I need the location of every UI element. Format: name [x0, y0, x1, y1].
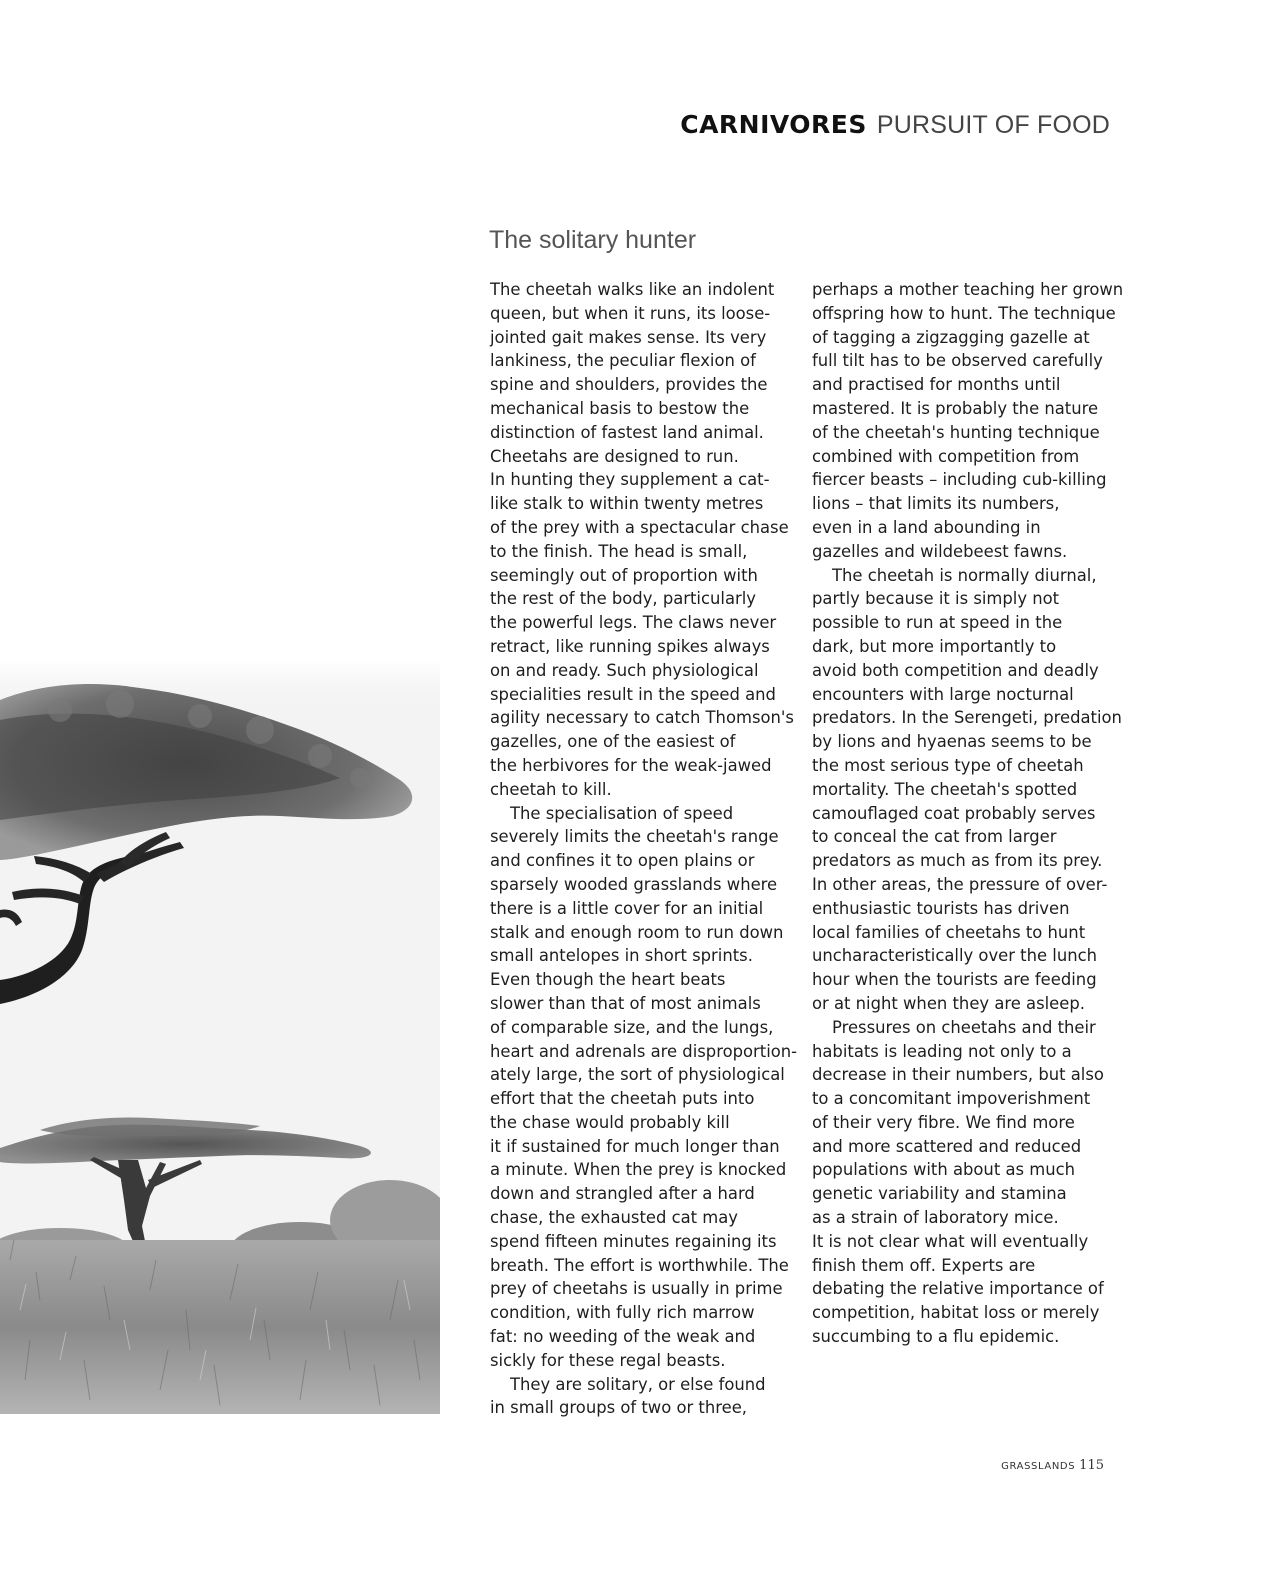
text-line: heart and adrenals are disproportion-	[490, 1041, 798, 1061]
running-header	[680, 112, 1110, 138]
text-line: finish them off. Experts are	[812, 1255, 1036, 1275]
text-line: slower than that of most animals	[490, 993, 761, 1013]
text-line: predators. In the Serengeti, predation	[812, 708, 1122, 728]
text-line: to a concomitant impoverishment	[812, 1089, 1091, 1109]
article-headline: The solitary hunter	[489, 226, 697, 254]
text-line: to the finish. The head is small,	[490, 541, 748, 561]
text-line: In other areas, the pressure of over-	[812, 874, 1108, 894]
acacia-trees-savanna-photo	[0, 660, 440, 1414]
text-line: offspring how to hunt. The technique	[812, 303, 1116, 323]
text-line: spend fifteen minutes regaining its	[490, 1231, 777, 1251]
text-line: queen, but when it runs, its loose-	[490, 303, 771, 323]
text-line: In hunting they supplement a cat-	[490, 470, 770, 490]
text-line: sickly for these regal beasts.	[490, 1350, 726, 1370]
text-line: specialities result in the speed and	[490, 684, 776, 704]
text-line: decrease in their numbers, but also	[812, 1065, 1104, 1085]
text-line: sparsely wooded grasslands where	[490, 874, 778, 894]
section-title: CARNIVORES	[680, 110, 867, 139]
text-line: and more scattered and reduced	[812, 1136, 1082, 1156]
text-line: down and strangled after a hard	[490, 1184, 755, 1204]
text-line: jointed gait makes sense. Its very	[490, 327, 767, 347]
text-line: a minute. When the prey is knocked	[490, 1160, 787, 1180]
text-line: like stalk to within twenty metres	[490, 494, 764, 514]
text-line: fiercer beasts – including cub-killing	[812, 470, 1107, 490]
text-line: The cheetah is normally diurnal,	[832, 565, 1097, 585]
text-line: of comparable size, and the lungs,	[490, 1017, 774, 1037]
text-line: mortality. The cheetah's spotted	[812, 779, 1078, 799]
text-line: prey of cheetahs is usually in prime	[490, 1279, 783, 1299]
text-line: competition, habitat loss or merely	[812, 1303, 1100, 1323]
text-line: camouflaged coat probably serves	[812, 803, 1096, 823]
text-line: severely limits the cheetah's range	[490, 827, 779, 847]
text-line: lions – that limits its numbers,	[812, 494, 1060, 514]
text-line: chase, the exhausted cat may	[490, 1208, 738, 1228]
text-line: seemingly out of proportion with	[490, 565, 758, 585]
text-line: by lions and hyaenas seems to be	[812, 732, 1092, 752]
text-line: in small groups of two or three,	[490, 1398, 747, 1418]
text-line: to conceal the cat from larger	[812, 827, 1057, 847]
text-line: gazelles, one of the easiest of	[490, 732, 736, 752]
text-line: on and ready. Such physiological	[490, 660, 759, 680]
text-line: it if sustained for much longer than	[490, 1136, 780, 1156]
text-line: Even though the heart beats	[490, 970, 726, 990]
text-line: habitats is leading not only to a	[812, 1041, 1072, 1061]
text-line: of tagging a zigzagging gazelle at	[812, 327, 1090, 347]
text-line: cheetah to kill.	[490, 779, 612, 799]
text-line: the powerful legs. The claws never	[490, 613, 777, 633]
text-line: combined with competition from	[812, 446, 1080, 466]
text-line: possible to run at speed in the	[812, 613, 1063, 633]
text-line: there is a little cover for an initial	[490, 898, 764, 918]
text-line: retract, like running spikes always	[490, 636, 770, 656]
text-line: predators as much as from its prey.	[812, 851, 1103, 871]
text-line: even in a land abounding in	[812, 517, 1041, 537]
text-line: lankiness, the peculiar flexion of	[490, 351, 756, 371]
text-line: local families of cheetahs to hunt	[812, 922, 1086, 942]
text-line: fat: no weeding of the weak and	[490, 1327, 756, 1347]
text-line: of the cheetah's hunting technique	[812, 422, 1100, 442]
text-line: distinction of fastest land animal.	[490, 422, 764, 442]
text-line: spine and shoulders, provides the	[490, 375, 768, 395]
text-line: agility necessary to catch Thomson's	[490, 708, 794, 728]
text-line: the rest of the body, particularly	[490, 589, 756, 609]
text-line: and practised for months until	[812, 375, 1061, 395]
section-topic: PURSUIT OF FOOD	[876, 111, 1110, 139]
text-line: dark, but more importantly to	[812, 636, 1057, 656]
page-number: 115	[1079, 1458, 1104, 1473]
text-line: The cheetah walks like an indolent	[490, 280, 775, 299]
text-line: uncharacteristically over the lunch	[812, 946, 1098, 966]
text-line: effort that the cheetah puts into	[490, 1089, 755, 1109]
text-line: ately large, the sort of physiological	[490, 1065, 785, 1085]
text-line: debating the relative importance of	[812, 1279, 1104, 1299]
text-line: breath. The effort is worthwhile. The	[490, 1255, 789, 1275]
text-line: enthusiastic tourists has driven	[812, 898, 1070, 918]
text-line: mechanical basis to bestow the	[490, 398, 750, 418]
text-line: hour when the tourists are feeding	[812, 970, 1097, 990]
text-line: of the prey with a spectacular chase	[490, 517, 789, 537]
text-line: stalk and enough room to run down	[490, 922, 784, 942]
text-line: the most serious type of cheetah	[812, 755, 1084, 775]
text-line: It is not clear what will eventually	[812, 1231, 1089, 1251]
text-line: succumbing to a flu epidemic.	[812, 1327, 1060, 1347]
text-line: populations with about as much	[812, 1160, 1076, 1180]
text-line: Pressures on cheetahs and their	[832, 1017, 1096, 1037]
text-line: and confines it to open plains or	[490, 851, 755, 871]
folio-label: GRASSLANDS	[1001, 1461, 1076, 1472]
text-line: avoid both competition and deadly	[812, 660, 1099, 680]
article-column-2	[812, 278, 1124, 1349]
article-column-1	[490, 278, 798, 1420]
text-line: perhaps a mother teaching her grown	[812, 280, 1124, 299]
page-footer	[1001, 1456, 1104, 1472]
text-line: gazelles and wildebeest fawns.	[812, 541, 1068, 561]
text-line: Cheetahs are designed to run.	[490, 446, 739, 466]
text-line: or at night when they are asleep.	[812, 993, 1085, 1013]
text-line: mastered. It is probably the nature	[812, 398, 1099, 418]
text-line: of their very fibre. We find more	[812, 1112, 1075, 1132]
text-line: the herbivores for the weak-jawed	[490, 755, 772, 775]
text-line: genetic variability and stamina	[812, 1184, 1067, 1204]
text-line: The specialisation of speed	[510, 803, 734, 823]
text-line: full tilt has to be observed carefully	[812, 351, 1103, 371]
text-line: encounters with large nocturnal	[812, 684, 1074, 704]
text-line: as a strain of laboratory mice.	[812, 1208, 1059, 1228]
text-line: condition, with fully rich marrow	[490, 1303, 755, 1323]
text-line: partly because it is simply not	[812, 589, 1060, 609]
text-line: small antelopes in short sprints.	[490, 946, 753, 966]
text-line: They are solitary, or else found	[510, 1374, 766, 1394]
text-line: the chase would probably kill	[490, 1112, 730, 1132]
